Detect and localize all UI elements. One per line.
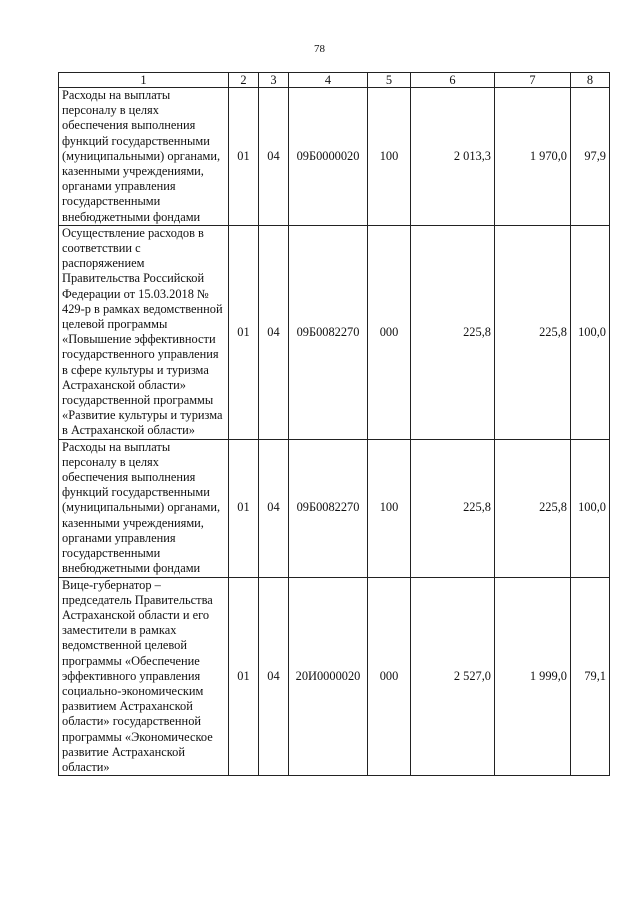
expense-type-code: 000 bbox=[368, 577, 411, 776]
expense-name: Расходы на выплаты персоналу в целях обеспечения выполнения функций государственными (муниципальными) органами, казенными учреждениями, органами управления государственными внебюджетными фондами bbox=[59, 88, 229, 226]
section-code: 01 bbox=[229, 577, 259, 776]
table-body bbox=[59, 88, 610, 776]
table-row bbox=[59, 577, 610, 776]
table-row bbox=[59, 88, 610, 226]
execution-percent: 100,0 bbox=[571, 439, 610, 577]
execution-percent: 97,9 bbox=[571, 88, 610, 226]
target-article-code: 09Б0082270 bbox=[289, 225, 368, 439]
planned-amount: 2 013,3 bbox=[411, 88, 495, 226]
expense-type-code: 100 bbox=[368, 88, 411, 226]
expense-type-code: 100 bbox=[368, 439, 411, 577]
section-code: 01 bbox=[229, 439, 259, 577]
planned-amount: 2 527,0 bbox=[411, 577, 495, 776]
subsection-code: 04 bbox=[259, 577, 289, 776]
table-row bbox=[59, 225, 610, 439]
expense-name: Вице-губернатор – председатель Правительства Астраханской области и его заместители в рамках ведомственной целевой программы «Обеспечение эффективного управления социально-экономическим развитием Астраханской области» государственной программы «Экономическое развитие Астраханской области» bbox=[59, 577, 229, 776]
column-header-7: 7 bbox=[495, 73, 571, 88]
column-header-1: 1 bbox=[59, 73, 229, 88]
column-header-3: 3 bbox=[259, 73, 289, 88]
execution-percent: 100,0 bbox=[571, 225, 610, 439]
column-header-2: 2 bbox=[229, 73, 259, 88]
column-header-6: 6 bbox=[411, 73, 495, 88]
target-article-code: 20И0000020 bbox=[289, 577, 368, 776]
expense-name: Осуществление расходов в соответствии с распоряжением Правительства Российской Федерации от 15.03.2018 № 429-р в рамках ведомственной целевой программы «Повышение эффективности государственного управления в сфере культуры и туризма Астраханской области» государственной программы «Развитие культуры и туризма в Астраханской области» bbox=[59, 225, 229, 439]
header-row bbox=[59, 73, 610, 88]
subsection-code: 04 bbox=[259, 225, 289, 439]
actual-amount: 225,8 bbox=[495, 225, 571, 439]
actual-amount: 1 970,0 bbox=[495, 88, 571, 226]
planned-amount: 225,8 bbox=[411, 225, 495, 439]
actual-amount: 1 999,0 bbox=[495, 577, 571, 776]
subsection-code: 04 bbox=[259, 88, 289, 226]
planned-amount: 225,8 bbox=[411, 439, 495, 577]
expense-name: Расходы на выплаты персоналу в целях обеспечения выполнения функций государственными (муниципальными) органами, казенными учреждениями, органами управления государственными внебюджетными фондами bbox=[59, 439, 229, 577]
execution-percent: 79,1 bbox=[571, 577, 610, 776]
target-article-code: 09Б0000020 bbox=[289, 88, 368, 226]
table-header bbox=[59, 73, 610, 88]
budget-table bbox=[58, 72, 610, 776]
column-header-8: 8 bbox=[571, 73, 610, 88]
actual-amount: 225,8 bbox=[495, 439, 571, 577]
column-header-4: 4 bbox=[289, 73, 368, 88]
subsection-code: 04 bbox=[259, 439, 289, 577]
section-code: 01 bbox=[229, 225, 259, 439]
column-header-5: 5 bbox=[368, 73, 411, 88]
expense-type-code: 000 bbox=[368, 225, 411, 439]
target-article-code: 09Б0082270 bbox=[289, 439, 368, 577]
table-row bbox=[59, 439, 610, 577]
section-code: 01 bbox=[229, 88, 259, 226]
page-number: 78 bbox=[314, 43, 325, 55]
